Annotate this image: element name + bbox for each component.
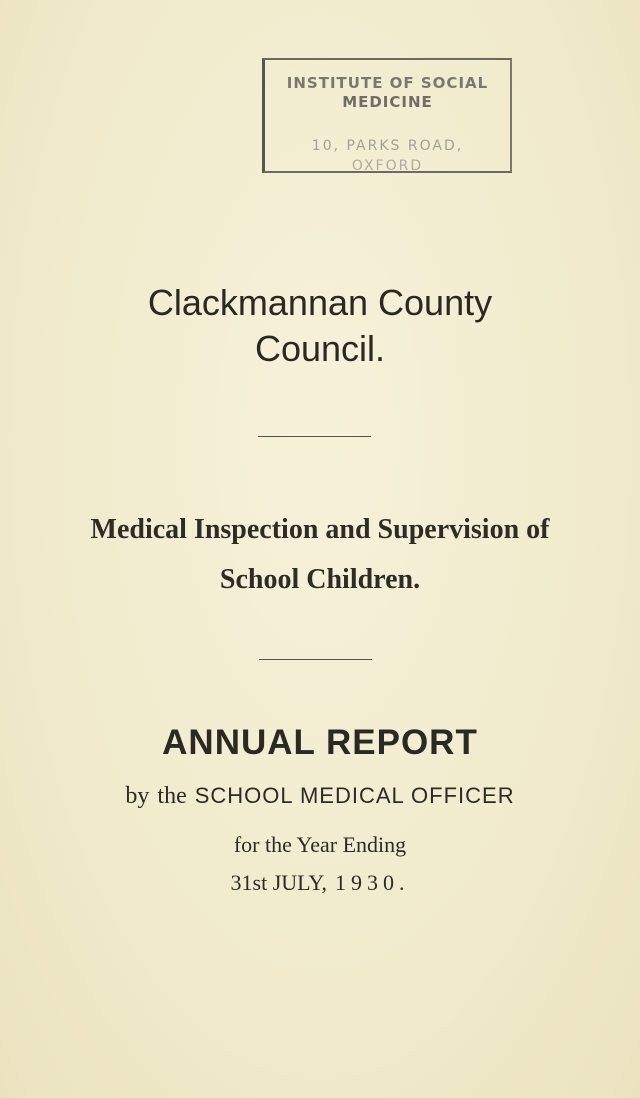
- period-date: [0, 870, 640, 896]
- subject-line2: School Children.: [219, 564, 421, 595]
- subject-line1: Medical Inspection and Supervision of: [90, 514, 550, 545]
- stamp-line-city: OXFORD: [351, 158, 424, 174]
- stamp-line-medicine: MEDICINE: [342, 93, 433, 111]
- subject-heading: [0, 505, 640, 605]
- stamp-line-address: 10, PARKS ROAD,: [311, 138, 464, 154]
- author-line: [0, 783, 640, 810]
- report-title: ANNUAL REPORT: [162, 723, 478, 762]
- period-label: for the Year Ending: [233, 832, 407, 857]
- divider-bottom: [259, 659, 372, 660]
- council-title: [0, 280, 640, 372]
- period-date-day-month: 31st JULY,: [230, 870, 327, 895]
- library-stamp: [262, 58, 512, 173]
- stamp-line-institute: INSTITUTE OF SOCIAL: [286, 74, 489, 92]
- author-the: the: [157, 783, 187, 809]
- author-by: by: [125, 783, 150, 809]
- author-officer: SCHOOL MEDICAL OFFICER: [194, 783, 515, 808]
- council-title-line2: Council.: [254, 328, 386, 369]
- divider-top: [258, 436, 371, 437]
- period-date-year: 1930.: [334, 870, 410, 895]
- council-title-line1: Clackmannan County: [147, 282, 493, 323]
